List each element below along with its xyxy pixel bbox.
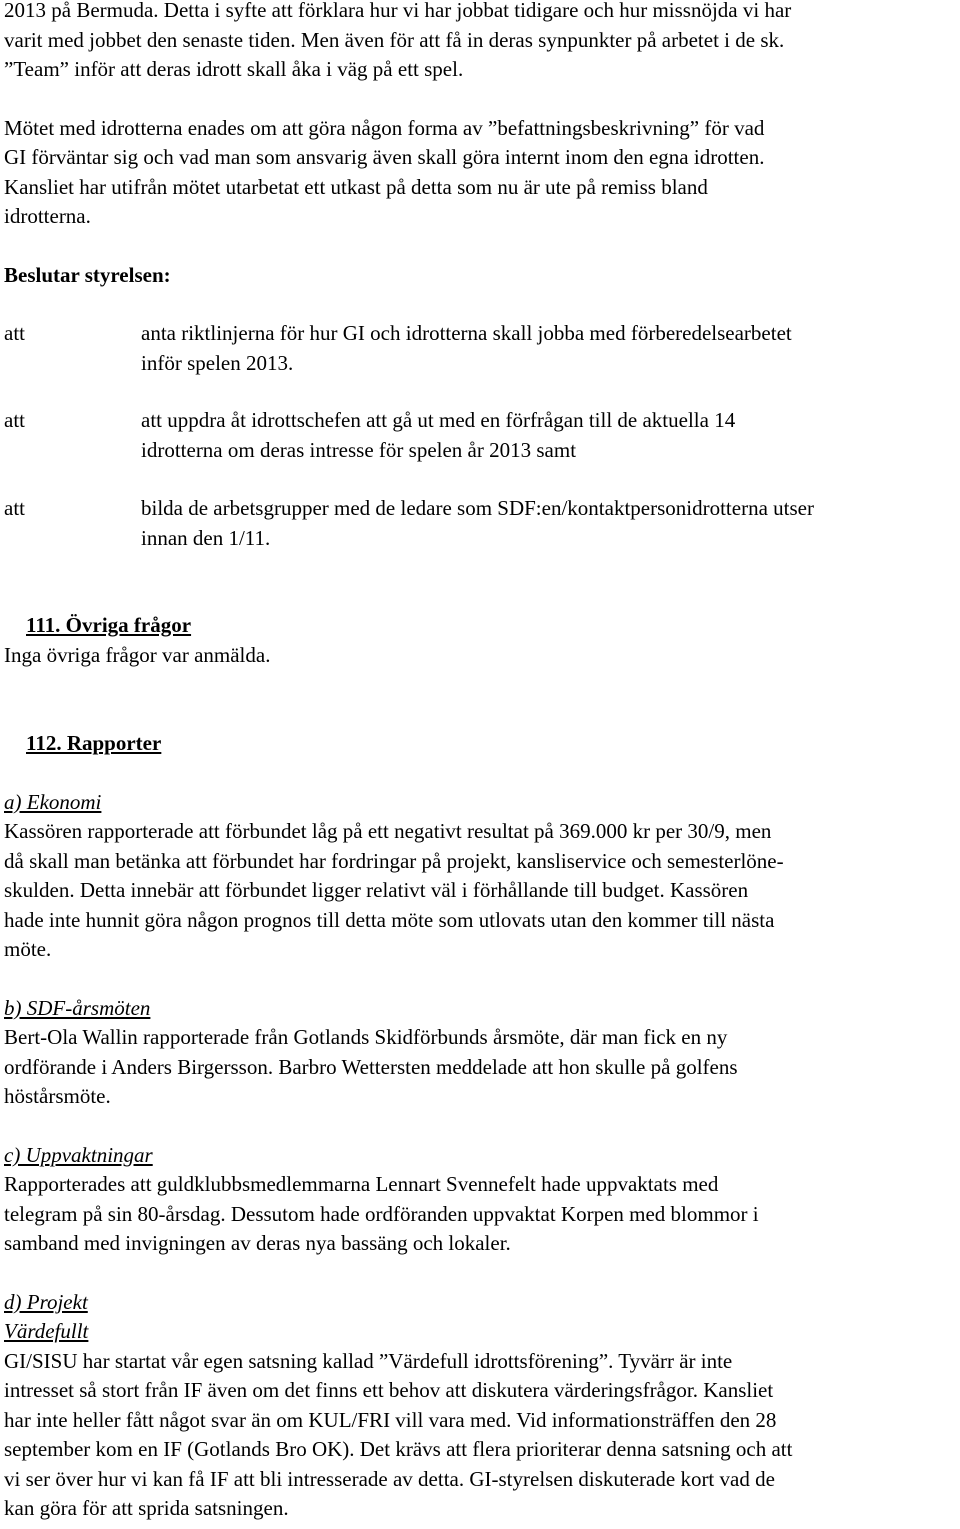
subsection-d-text: GI/SISU har startat vår egen satsning kallad ”Värdefull idrottsförening”. Tyvärr är inte intresset så stort från IF även om det finns ett behov att diskutera värderingsfrågor. Kansliet har inte heller fått något svar än om KUL/FRI vill vara med. Vid informationsträffen den 28 september kom en IF (Gotlands Bro OK). Det krävs att flera prioriterar denna satsning och att vi ser över hur vi kan få IF att bli intresserade av detta. GI-styrelsen diskuterade kort vad de kan göra för att sprida satsningen. <box>4 1348 793 1520</box>
subsection-a-text: Kassören rapporterade att förbundet låg på ett negativt resultat på 369.000 kr per 30/9, men då skall man betänka att förbundet har fordringar på projekt, kansliservice och semesterlöne- skulden. Detta innebär att förbundet ligger relativt väl i förhållande till budget. Kassören hade inte hunnit göra någon prognos till detta möte som utlovats utan den kommer till nästa möte. <box>4 819 784 961</box>
subsection-b-title: b) SDF-årsmöten <box>4 995 151 1020</box>
decision-item-label: att <box>4 496 25 520</box>
section-111-heading-text: 111. Övriga frågor <box>26 613 192 637</box>
intro-paragraph-2: Mötet med idrotterna enades om att göra någon forma av ”befattningsbeskrivning” för vad GI förväntar sig och vad man som ansvarig även skall göra internt inom den egna idrotten. Kansliet har utifrån mötet utarbetat ett utkast på detta som nu är ute på remiss bland idrotterna. <box>4 115 765 228</box>
subsection-a-title: a) Ekonomi <box>4 789 102 814</box>
subsection-d-title: d) Projekt <box>4 1289 88 1314</box>
section-111-heading <box>4 611 956 641</box>
decision-item-label: att <box>4 408 25 432</box>
decision-item <box>4 406 956 465</box>
section-112-heading <box>4 729 956 759</box>
subsection-d-subtitle: Värdefullt <box>4 1319 89 1343</box>
subsection-c-text: Rapporterades att guldklubbsmedlemmarna Lennart Svennefelt hade uppvaktats med telegram på sin 80-årsdag. Dessutom hade ordföranden uppvaktat Korpen med blommor i samband med invigningen av deras nya bassäng och lokaler. <box>4 1172 759 1255</box>
decision-item <box>4 319 956 378</box>
section-112-heading-text: 112. Rapporter <box>26 731 162 755</box>
section-111-text: Inga övriga frågor var anmälda. <box>4 642 271 667</box>
decision-item-text: att uppdra åt idrottschefen att gå ut med en förfrågan till de aktuella 14 idrotterna om deras intresse för spelen år 2013 samt <box>141 408 736 462</box>
subsection-c-title: c) Uppvaktningar <box>4 1142 153 1167</box>
subsection-b-text: Bert-Ola Wallin rapporterade från Gotlands Skidförbunds årsmöte, där man fick en ny ordförande i Anders Birgersson. Barbro Wettersten meddelade att hon skulle på golfens höstårsmöte. <box>4 1025 738 1108</box>
intro-paragraph-1: 2013 på Bermuda. Detta i syfte att förklara hur vi har jobbat tidigare och hur missnöjda vi har varit med jobbet den senaste tiden. Men även för att få in deras synpunkter på arbetet i de sk. ”Team” inför att deras idrott skall åka i väg på ett spel. <box>4 0 792 81</box>
decision-item <box>4 494 956 553</box>
decision-heading: Beslutar styrelsen: <box>4 262 171 287</box>
decision-item-label: att <box>4 321 25 345</box>
decision-item-text: bilda de arbetsgrupper med de ledare som SDF:en/kontaktpersonidrotterna utser innan den 1/11. <box>141 496 814 550</box>
document-page <box>4 0 956 1524</box>
decision-item-text: anta riktlinjerna för hur GI och idrotterna skall jobba med förberedelsearbetet inför spelen 2013. <box>141 321 792 375</box>
